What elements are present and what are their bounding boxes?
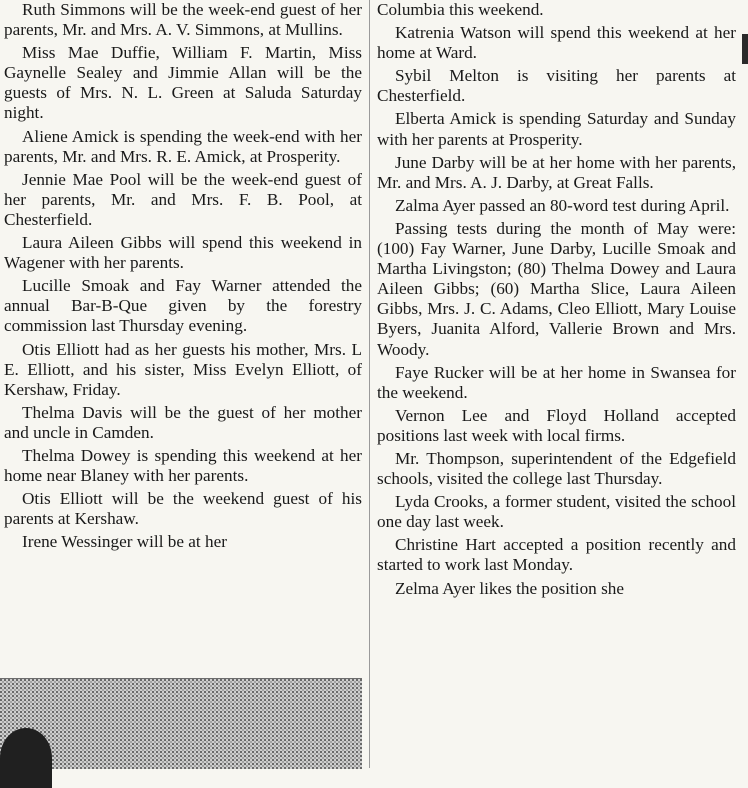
news-item: Thelma Dowey is spending this weekend at her home near Blaney with her parents.	[4, 445, 362, 486]
news-item: Christine Hart accepted a position recently and started to work last Monday.	[377, 535, 736, 575]
news-item: Zalma Ayer passed an 80-word test during April.	[395, 195, 730, 215]
news-item: Ruth Simmons will be the week-end guest of her parents, Mr. and Mrs. A. V. Simmons, at Mullins.	[4, 0, 362, 40]
right-news-column	[377, 0, 736, 602]
news-item: Elberta Amick is spending Saturday and Sunday with her parents at Prosperity.	[377, 109, 736, 149]
news-item: Katrenia Watson will spend this weekend at her home at Ward.	[377, 23, 736, 63]
news-item: Sybil Melton is visiting her parents at Chesterfield.	[377, 66, 736, 106]
news-item: Faye Rucker will be at her home in Swansea for the weekend.	[377, 362, 736, 402]
news-item: Jennie Mae Pool will be the week-end guest of her parents, Mr. and Mrs. F. B. Pool, at Chesterfield.	[4, 169, 362, 229]
news-item: Lucille Smoak and Fay Warner attended the annual Bar-B-Que given by the forestry commission last Thursday evening.	[4, 276, 362, 336]
news-item: Zelma Ayer likes the position she	[395, 578, 624, 598]
news-item: June Darby will be at her home with her parents, Mr. and Mrs. A. J. Darby, at Great Falls.	[377, 152, 736, 192]
column-divider	[369, 0, 370, 768]
news-item: Aliene Amick is spending the week-end with her parents, Mr. and Mrs. R. E. Amick, at Prosperity.	[4, 126, 362, 166]
news-item: Laura Aileen Gibbs will spend this weekend in Wagener with her parents.	[4, 233, 362, 273]
news-item: Lyda Crooks, a former student, visited the school one day last week.	[377, 492, 736, 532]
halftone-photo-fragment	[0, 678, 362, 769]
news-item: Thelma Davis will be the guest of her mother and uncle in Camden.	[4, 402, 362, 442]
news-item: Columbia this weekend.	[377, 0, 544, 19]
news-item: Otis Elliott will be the weekend guest of his parents at Kershaw.	[4, 489, 362, 529]
photo-dark-shape	[0, 728, 52, 788]
news-item: Otis Elliott had as her guests his mother, Mrs. L E. Elliott, and his sister, Miss Evelyn Elliott, of Kershaw, Friday.	[4, 339, 362, 399]
edge-mark	[742, 34, 748, 64]
news-item: Passing tests during the month of May were: (100) Fay Warner, June Darby, Lucille Smoak and Martha Livingston; (80) Thelma Dowey and Laura Aileen Gibbs; (60) Martha Slice, Laura Aileen Gibbs, Mrs. J. C. Adams, Cleo Elliott, Mary Louise Byers, Juanita Alford, Vallerie Brown and Mrs. Woody.	[377, 218, 736, 359]
news-item: Irene Wessinger will be at her	[22, 532, 227, 552]
news-item: Vernon Lee and Floyd Holland accepted positions last week with local firms.	[377, 405, 736, 445]
news-item: Mr. Thompson, superintendent of the Edgefield schools, visited the college last Thursday.	[377, 448, 736, 489]
left-news-column	[4, 0, 362, 555]
news-item: Miss Mae Duffie, William F. Martin, Miss Gaynelle Sealey and Jimmie Allan will be the guests of Mrs. N. L. Green at Saluda Saturday night.	[4, 43, 362, 123]
